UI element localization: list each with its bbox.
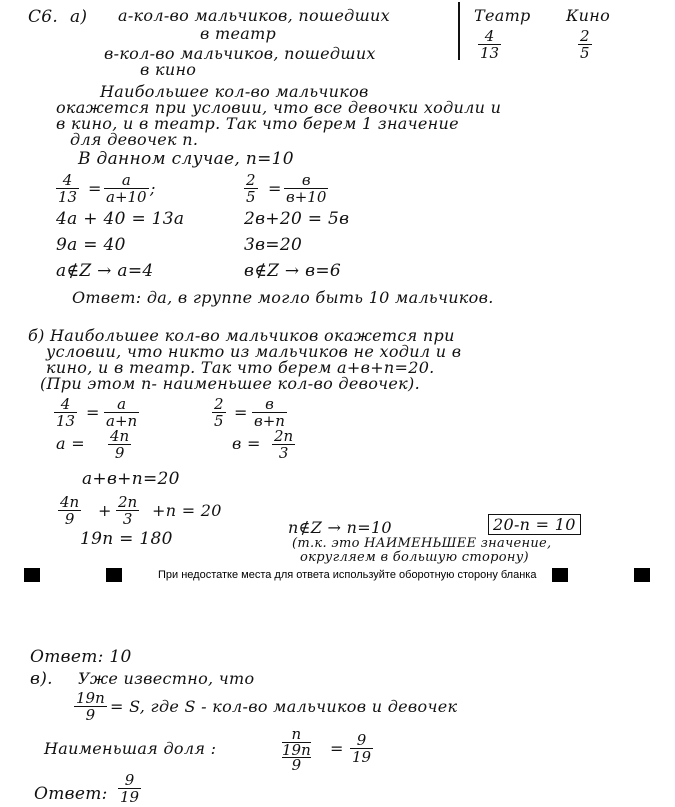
step1-right: 2в+20 = 5в [244,209,350,229]
a-expression-fraction: $\frac{4n}{9}$ [110,427,130,462]
a-definition-line1: а-кол-во мальчиков, пошедших [118,6,390,25]
table-col2-title: Кино [566,6,611,25]
part-a-answer: Ответ: да, в группе могло быть 10 мальчиков. [72,288,494,307]
sum2-fraction2: $\frac{2n}{3}$ [118,493,138,528]
case-line: В данном случае, n=10 [78,149,294,169]
table-col1-title: Театр [474,6,531,25]
b-definition-line1: в-кол-во мальчиков, пошедших [104,44,376,63]
answer-c-fraction: $\frac{9}{19}$ [120,771,140,806]
step1-left: 4a + 40 = 13a [56,209,185,229]
min-share-equals: = [330,739,344,758]
sum2-plus: + [98,501,112,520]
b-f1-equals: = [86,403,100,422]
s-fraction: $\frac{19n}{9}$ [76,689,105,724]
scan-marker-left2 [106,568,122,582]
boxed-result: 20-n = 10 [488,517,581,533]
a-expression: a = [56,434,85,453]
step2-left: 9a = 40 [56,235,126,255]
answer-c-label: Ответ: [34,784,108,804]
part-a-label: а) [70,7,88,27]
part-c-label: в). [30,669,53,689]
a-definition-line2: в театр [200,24,277,43]
eq1-separator: ; [150,179,156,198]
b-expression: в = [232,434,261,453]
scan-marker-left [24,568,40,582]
part-a-para-line4: для девочек n. [70,130,199,149]
b-f2-equals: = [234,403,248,422]
part-a-para-line1: Наибольшее кол-во мальчиков [100,82,369,101]
eq2-left-fraction: $\frac{2}{5}$ [246,171,256,206]
min-share-complex-fraction: n 19n 9 [282,725,311,774]
b-f1-left-fraction: $\frac{4}{13}$ [56,395,76,430]
eq2-equals: = [268,179,282,198]
result-line: 19n = 180 [80,529,173,549]
min-inner-denominator: 9 [291,756,302,774]
answer-b: Ответ: 10 [30,647,132,667]
b-expression-fraction: $\frac{2n}{3}$ [274,427,294,462]
b-f2-right-fraction: в в+n [254,395,285,430]
step2-right: 3в=20 [244,235,303,255]
b-f1-right-fraction: $\frac{a}{a+n}$ [106,395,138,430]
task-label: C6. [28,7,59,27]
part-a-para-line2: окажется при условии, что все девочки ходили и [56,98,502,117]
part-b-line2: условии, что никто из мальчиков не ходил и в [46,342,462,361]
sum2-rest: +n = 20 [152,501,222,520]
min-share-result-fraction: $\frac{9}{19}$ [352,731,372,766]
eq1-equals: = [88,179,102,198]
eq2-right-fraction: в в+10 [286,171,327,206]
part-b-line1: б) Наибольшее кол-во мальчиков окажется при [28,326,455,345]
eq1-right-fraction: $\frac{a}{a+10}$ [106,171,147,206]
scan-marker-right2 [634,568,650,582]
table-divider [458,2,460,60]
scan-marker-right [552,568,568,582]
b-definition-line2: в кино [140,60,197,79]
sum-line: a+в+n=20 [82,469,180,489]
note-line1: (т.к. это НАИМЕНЬШЕЕ значение, [292,536,552,551]
table-col2-fraction: $\frac{2}{5}$ [580,27,590,62]
step3-left: a∉Z → a=4 [56,261,154,281]
part-a-para-line3: в кино, и в театр. Так что берем 1 значение [56,114,459,133]
n-line: n∉Z → n=10 [288,518,392,537]
min-share-label: Наименьшая доля : [44,739,217,758]
b-f2-left-fraction: $\frac{2}{5}$ [214,395,224,430]
table-col1-fraction: $\frac{4}{13}$ [480,27,500,62]
step3-right: в∉Z → в=6 [244,261,341,281]
sum2-fraction1: $\frac{4n}{9}$ [60,493,80,528]
min-inner-numerator: 19n [282,741,311,759]
s-text: = S, где S - кол-во мальчиков и девочек [110,697,458,716]
part-c-intro: Уже известно, что [78,669,255,688]
part-b-line4: (При этом n- наименьшее кол-во девочек). [40,374,420,393]
note-line2: округляем в большую сторону) [300,550,529,565]
footer-note: При недостатке места для ответа используйте оборотную сторону бланка [158,569,537,581]
eq1-left-fraction: $\frac{4}{13}$ [58,171,78,206]
part-b-line3: кино, и в театр. Так что берем a+в+n=20. [46,358,435,377]
